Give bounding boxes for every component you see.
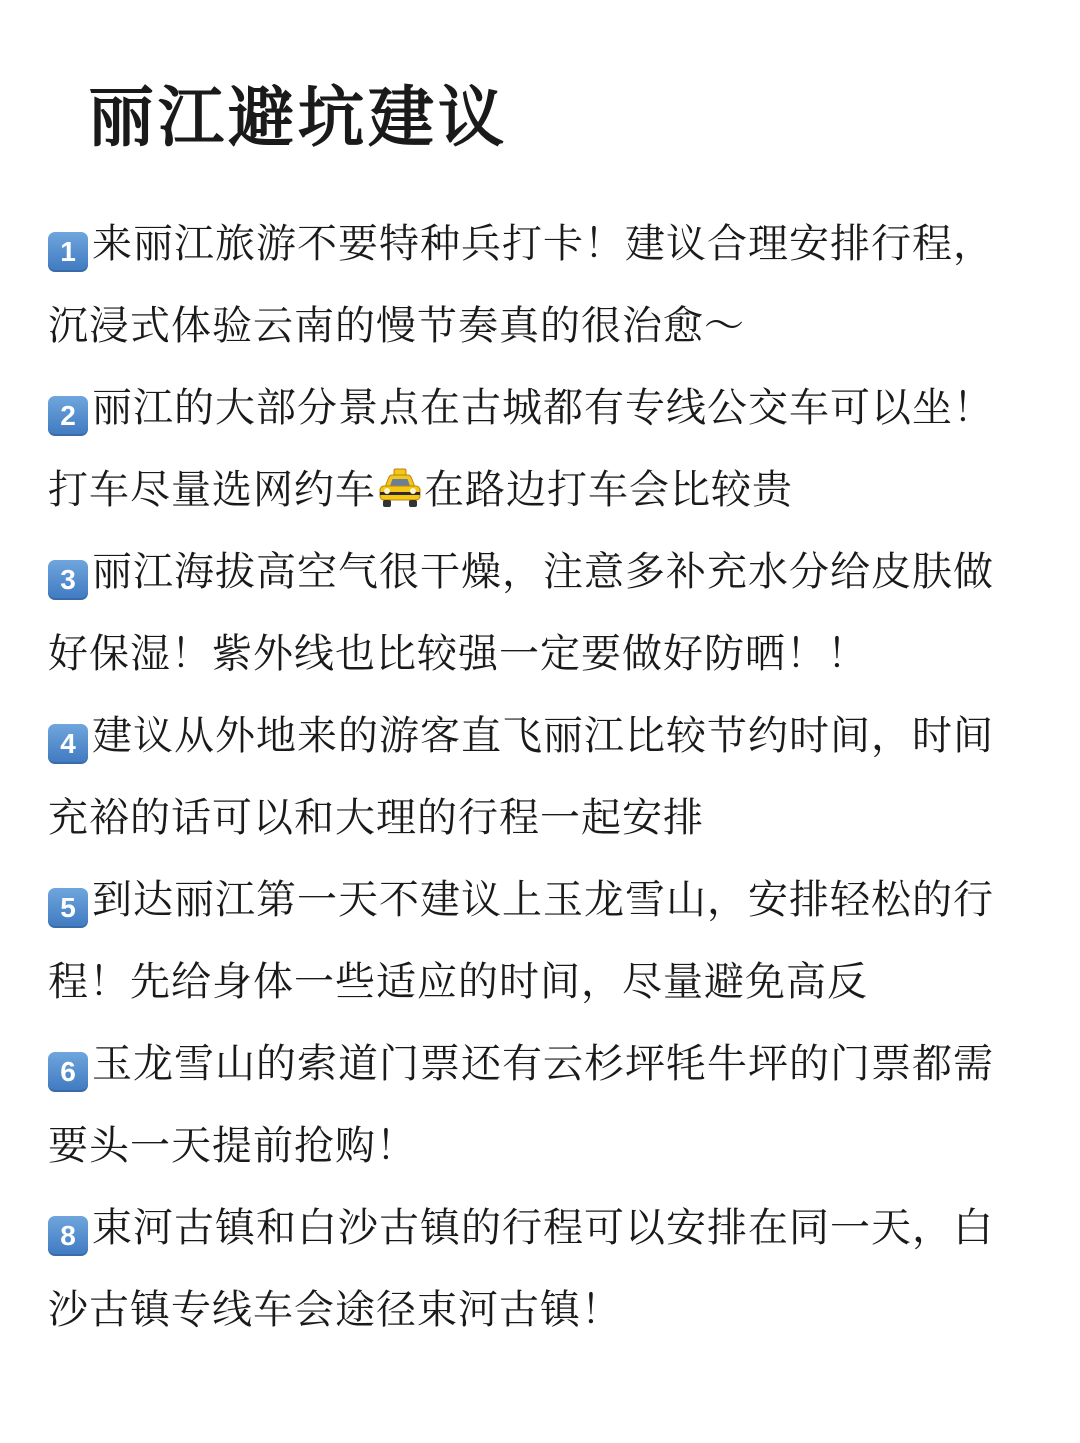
page-title: 丽江避坑建议 [88, 79, 508, 156]
number-badge-icon: 4 [48, 724, 88, 764]
tip-text: 来丽江旅游不要特种兵打卡！建议合理安排行程，沉浸式体验云南的慢节奏真的很治愈～ [48, 221, 994, 349]
tip-text: 到达丽江第一天不建议上玉龙雪山，安排轻松的行程！先给身体一些适应的时间，尽量避免高反 [48, 877, 994, 1005]
tip-text: 束河古镇和白沙古镇的行程可以安排在同一天，白沙古镇专线车会途径束河古镇！ [48, 1205, 994, 1333]
taxi-icon [377, 467, 423, 509]
number-badge-icon: 5 [48, 888, 88, 928]
tip-item [48, 367, 1023, 531]
tip-text: 玉龙雪山的索道门票还有云杉坪牦牛坪的门票都需要头一天提前抢购！ [48, 1041, 994, 1169]
number-badge-icon: 1 [48, 232, 88, 272]
number-badge-icon: 2 [48, 396, 88, 436]
tip-item [48, 531, 1023, 695]
tip-item [48, 1187, 1023, 1351]
tip-item [48, 1023, 1023, 1187]
tip-text: 丽江海拔高空气很干燥，注意多补充水分给皮肤做好保湿！紫外线也比较强一定要做好防晒！！ [48, 549, 994, 677]
tip-item [48, 859, 1023, 1023]
number-badge-icon: 3 [48, 560, 88, 600]
number-badge-icon: 6 [48, 1052, 88, 1092]
tip-item [48, 695, 1023, 859]
tip-text: 建议从外地来的游客直飞丽江比较节约时间，时间充裕的话可以和大理的行程一起安排 [48, 713, 994, 841]
tip-text: 在路边打车会比较贵 [424, 467, 793, 513]
tip-text: 丽江的大部分景点在古城都有专线公交车可以坐！打车尽量选网约车 [48, 385, 994, 513]
tip-item [48, 203, 1023, 367]
tips-list [48, 203, 1023, 1351]
number-badge-icon: 8 [48, 1216, 88, 1256]
